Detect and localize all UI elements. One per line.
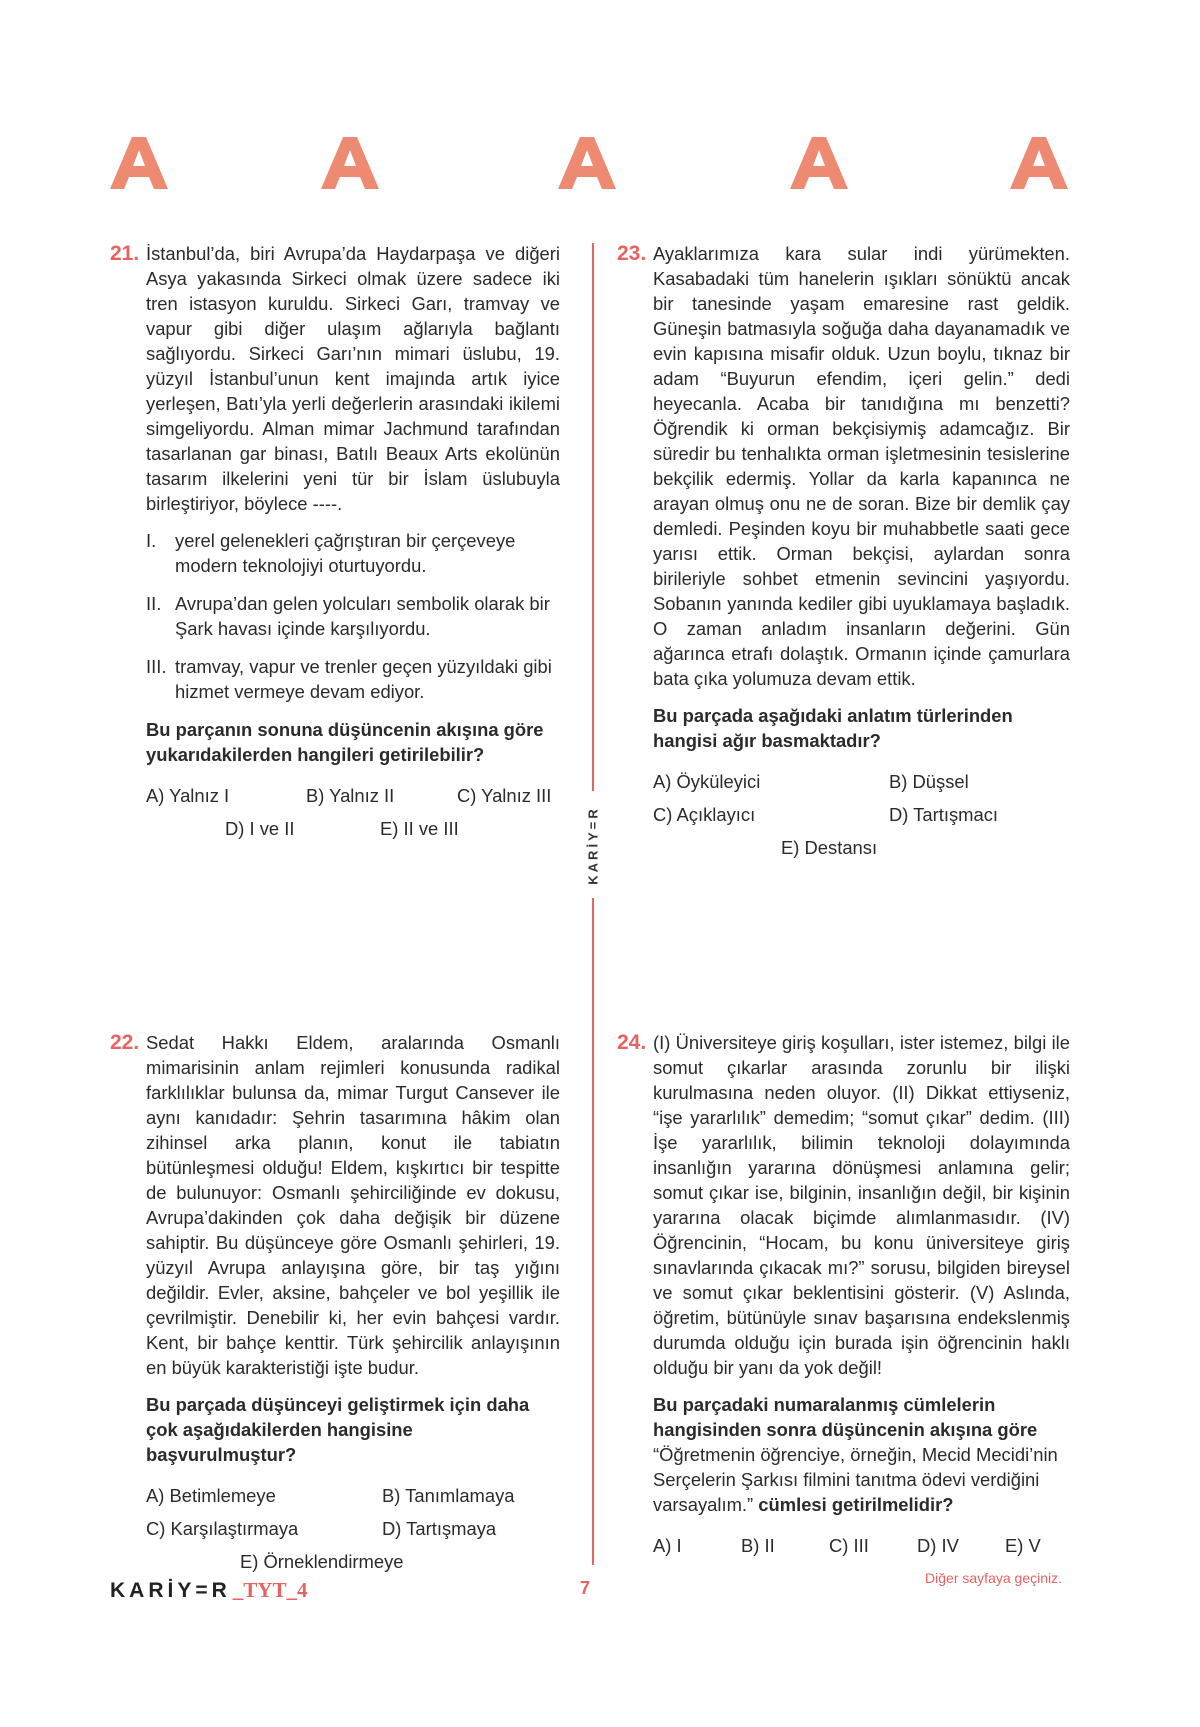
statement-item: I. yerel gelenekleri çağrıştıran bir çerçeveye modern teknolojiyi oturtuyordu. (146, 530, 516, 576)
option-b[interactable]: B) II (741, 1535, 775, 1556)
answer-options (146, 1479, 560, 1578)
booklet-letter-a-5 (1010, 137, 1068, 189)
option-c[interactable]: C) Yalnız III (457, 785, 552, 806)
column-divider-top (592, 243, 594, 791)
option-d[interactable]: D) IV (917, 1535, 959, 1556)
answer-options (653, 1529, 1070, 1562)
next-page-notice: Diğer sayfaya geçiniz. (925, 1570, 1062, 1586)
question-number: 23. (617, 242, 647, 265)
option-e[interactable]: E) Örneklendirmeye (240, 1551, 404, 1572)
option-c[interactable]: C) Açıklayıcı (653, 804, 756, 825)
option-e[interactable]: E) II ve III (380, 818, 459, 839)
statement-item: III. tramvay, vapur ve trenler geçen yüzyıldaki gibi hizmet vermeye devam ediyor. (146, 656, 552, 702)
option-a[interactable]: A) Betimlemeye (146, 1485, 276, 1506)
question-passage: Sedat Hakkı Eldem, aralarında Osmanlı mimarisinin anlam rejimleri konusunda radikal farklılıklar bulunsa da, mimar Turgut Cansever ile aynı kanıdadır: Şehrin tasarımına hâkim olan zihinsel arka planın, konut ile tabiatın bütünleşmesi olduğu! Eldem, kışkırtıcı bir tespitte de bulunuyor: Osmanlı şehirciliğinde ev dokusu, Avrupa’dakinden çok daha değişik bir düzene sahiptir. Bu düşünceye göre Osmanlı şehirleri, 19. yüzyıl Avrupa anlayışına göre, bir taş yığını değildir. Evler, aksine, bahçeler ve bol yeşillik ile çevrilmiştir. Denebilir ki, her evin bahçesi vardır. Kent, bir bahçe kenttir. Türk şehircilik anlayışının en büyük karakteristiği işte budur. (146, 1032, 560, 1378)
question-prompt: Bu parçada düşünceyi geliştirmek için daha çok aşağıdakilerden hangisine başvurulmuştur? (146, 1394, 530, 1465)
option-d[interactable]: D) Tartışmacı (889, 804, 998, 825)
option-e[interactable]: E) V (1005, 1535, 1041, 1556)
page-number: 7 (580, 1578, 591, 1598)
question-passage: Ayaklarımıza kara sular indi yürümekten. Kasabadaki tüm hanelerin ışıkları sönüktü ancak bir tanesinde yaşam emaresine rast geldik. Güneşin batmasıyla soğuğa daha dayanamadık ve evin kapısına misafir olduk. Uzun boylu, tıknaz bir adam “Buyurun efendim, içeri gelin.” dedi heyecanla. Acaba bir tanıdığına mı benzetti? Öğrendik ki orman bekçisiymiş adamcağız. Bir süredir bu tenhalıkta orman işletmesinin tesislerine bekçilik edermiş. Yollar da karla kapanınca ne arayan olmuş onu ne de soran. Bize bir demlik çay demledi. Peşinden koyu bir muhabbetle saati gece yarısı ettik. Orman bekçisi, aylardan sonra birileriyle sohbet etmenin sevincini yaşıyordu. Sobanın yanında kediler gibi uyuklamaya başladık. O zaman anladım insanların değerini. Gün ağarınca etrafı dolaştık. Ormanın içinde çamurlara bata çıka yolumuza devam ettik. (653, 243, 1070, 689)
question-22 (110, 1030, 560, 1578)
option-a[interactable]: A) Yalnız I (146, 785, 230, 806)
question-21 (110, 241, 560, 845)
question-passage: (I) Üniversiteye giriş koşulları, ister istemez, bilgi ile somut çıkarlar arasında zorunlu bir ilişki kurulmasına neden oluyor. (II) Dikkat ettiyseniz, “işe yararlılık” demedim; “somut çıkar” dedim. (III) İşe yararlılık, bilimin teknoloji dolayımında insanlığın yararına dönüşmesi anlamına gelir; somut çıkar ise, bilginin, insanlığın değil, bir kişinin yararına olacak biçimde alımlanmasıdır. (IV) Öğrencinin, “Hocam, bu konu üniversiteye giriş sınavlarında çıkacak mı?” sorusu, bilgiden bireysel ve somut çıkar beklentisini gösterir. (V) Aslında, öğretim, bütünüyle sınav başarısına endekslenmiş durumda olduğu için burada işin öğrencinin haklı olduğu bir yanı da yok değil! (653, 1032, 1070, 1378)
option-c[interactable]: C) Karşılaştırmaya (146, 1518, 299, 1539)
option-b[interactable]: B) Yalnız II (306, 785, 395, 806)
option-b[interactable]: B) Düşsel (889, 771, 969, 792)
question-prompt: Bu parçanın sonuna düşüncenin akışına göre yukarıdakilerden hangileri getirilebilir? (146, 719, 544, 765)
option-a[interactable]: A) Öyküleyici (653, 771, 761, 792)
option-d[interactable]: D) I ve II (225, 818, 295, 839)
question-prompt: Bu parçada aşağıdaki anlatım türlerinden hangisi ağır basmaktadır? (653, 705, 1013, 751)
option-d[interactable]: D) Tartışmaya (382, 1518, 497, 1539)
booklet-letter-a-3 (558, 137, 616, 189)
statement-item: II. Avrupa’dan gelen yolcuları sembolik olarak bir Şark havası içinde karşılıyordu. (146, 593, 550, 639)
answer-options (653, 765, 1070, 864)
booklet-letter-a-4 (790, 137, 848, 189)
footer-brand (110, 1578, 307, 1603)
brand-logo: KARİY=R (110, 1579, 231, 1602)
statement-list (146, 528, 560, 704)
option-c[interactable]: C) III (829, 1535, 869, 1556)
side-brand-logo: KARİY=R (585, 805, 601, 885)
option-b[interactable]: B) Tanımlamaya (382, 1485, 515, 1506)
question-number: 21. (110, 242, 140, 265)
question-23 (617, 241, 1070, 864)
question-number: 22. (110, 1031, 140, 1054)
question-passage: İstanbul’da, biri Avrupa’da Haydarpaşa ve diğeri Asya yakasında Sirkeci olmak üzere sadece iki tren istasyon kuruldu. Sirkeci Garı, tramvay ve vapur gibi diğer ulaşım ağlarıyla bağlantı sağlıyordu. Sirkeci Garı’nın mimari üslubu, 19. yüzyıl İstanbul’unun kent imajında artık iyice yerleşen, Batı’yla yerli değerlerin arasındaki ikilemi simgeliyordu. Alman mimar Jachmund tarafından tasarlanan gar binası, Batılı Beaux Arts ekolünün tasarım ilkelerini yeni tür bir İslam üslubuyla birleştiriyor, böylece ----. (146, 243, 560, 514)
column-divider-middle (592, 898, 594, 1040)
answer-options (146, 779, 560, 845)
question-prompt: Bu parçadaki numaralanmış cümlelerin hangisinden sonra düşüncenin akışına göre “Öğretmenin öğrenciye, örneğin, Mecid Mecidi’nin Serçelerin Şarkısı filmini tanıtma ödevi verdiğini varsayalım.” cümlesi getirilmelidir? (653, 1394, 1058, 1515)
question-number: 24. (617, 1031, 647, 1054)
question-24 (617, 1030, 1070, 1562)
column-divider-bottom (592, 1025, 594, 1565)
booklet-letter-a-1 (110, 137, 168, 189)
exam-code: _TYT_4 (232, 1578, 308, 1602)
option-e[interactable]: E) Destansı (781, 837, 878, 858)
booklet-letter-a-2 (321, 137, 379, 189)
option-a[interactable]: A) I (653, 1535, 682, 1556)
